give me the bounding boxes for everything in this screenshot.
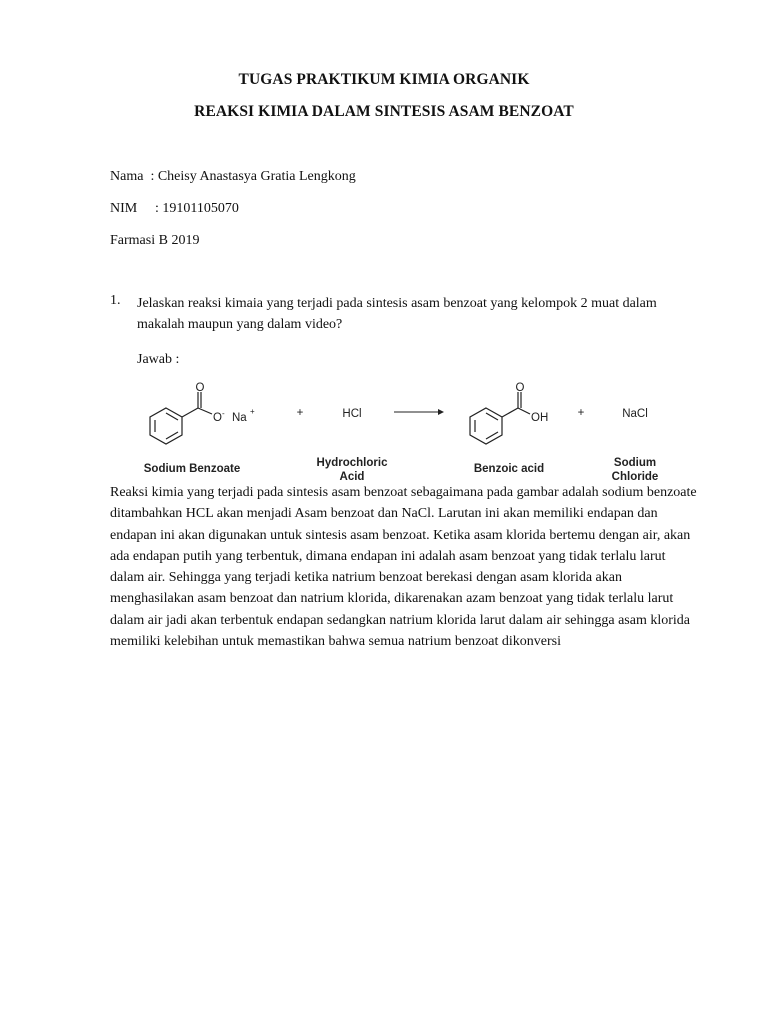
reactant1-counterion: Na bbox=[232, 412, 247, 424]
title-line-2: REAKSI KIMIA DALAM SINTESIS ASAM BENZOAT bbox=[194, 103, 574, 120]
sodium-benzoate-structure bbox=[150, 392, 212, 444]
answer-label: Jawab : bbox=[137, 352, 180, 367]
reactant1-label: Sodium Benzoate bbox=[143, 463, 241, 475]
benzoic-acid-structure bbox=[470, 392, 530, 444]
plus-sign-2: + bbox=[577, 407, 585, 419]
reaction-arrow bbox=[394, 409, 444, 415]
name-label: Nama bbox=[110, 169, 144, 184]
product2-label-line2: Chloride bbox=[611, 471, 659, 483]
title-line-1: TUGAS PRAKTIKUM KIMIA ORGANIK bbox=[238, 71, 530, 88]
reactant1-carbonyl-o: O bbox=[195, 382, 205, 394]
nim-label: NIM bbox=[110, 201, 138, 216]
reactant2-formula: HCl bbox=[342, 408, 362, 420]
reaction-scheme-figure bbox=[138, 380, 678, 490]
product1-carbonyl-o: O bbox=[515, 382, 525, 394]
nim-value: : 19101105070 bbox=[155, 201, 239, 216]
answer-paragraph: Reaksi kimia yang terjadi pada sintesis asam benzoat sebagaimana pada gambar adalah sodium benzoate ditambahkan HCL akan menjadi Asam benzoat dan NaCl. Larutan ini akan memiliki endapan dan endapan ini akan digunakan untuk sintesis asam benzoat. Ketika asam klorida bertemu dengan air, akan ada endapan putih yang terbentuk, dimana endapan ini adalah asam benzoat yang tidak terlalu larut dalam air. Sehingga yang terjadi ketika natrium benzoat berekasi dengan asam klorida akan menghasilakan asam benzoat dan natrium klorida, dikarenakan azam benzoat yang tidak terlalu larut dalam air jadi akan terbentuk endapan sedangkan natrium klorida larut dalam air sehingga asam klorida memiliki kelebihan untuk memastikan bahwa semua natrium benzoat dikonversi bbox=[110, 485, 697, 650]
reactant1-oxygen-charge: - bbox=[222, 409, 225, 418]
product2-label-line1: Sodium bbox=[613, 457, 657, 469]
reactant1-counterion-charge: + bbox=[250, 407, 255, 416]
student-nim-row bbox=[110, 201, 239, 217]
plus-sign-1: + bbox=[296, 407, 304, 419]
student-class: Farmasi B 2019 bbox=[110, 233, 200, 248]
reactant2-label-line1: Hydrochloric bbox=[316, 457, 388, 469]
reactant1-oxygen: O bbox=[213, 412, 222, 424]
question-number: 1. bbox=[110, 293, 121, 308]
product1-label: Benzoic acid bbox=[473, 463, 545, 475]
product1-hydroxyl: OH bbox=[531, 412, 549, 424]
question-text: Jelaskan reaksi kimaia yang terjadi pada sintesis asam benzoat yang kelompok 2 muat dalam makalah maupun yang dalam video? bbox=[137, 296, 657, 332]
product2-formula: NaCl bbox=[622, 408, 648, 420]
student-name-row bbox=[110, 169, 356, 185]
name-value: : Cheisy Anastasya Gratia Lengkong bbox=[150, 169, 356, 184]
reactant2-label-line2: Acid bbox=[339, 471, 365, 483]
